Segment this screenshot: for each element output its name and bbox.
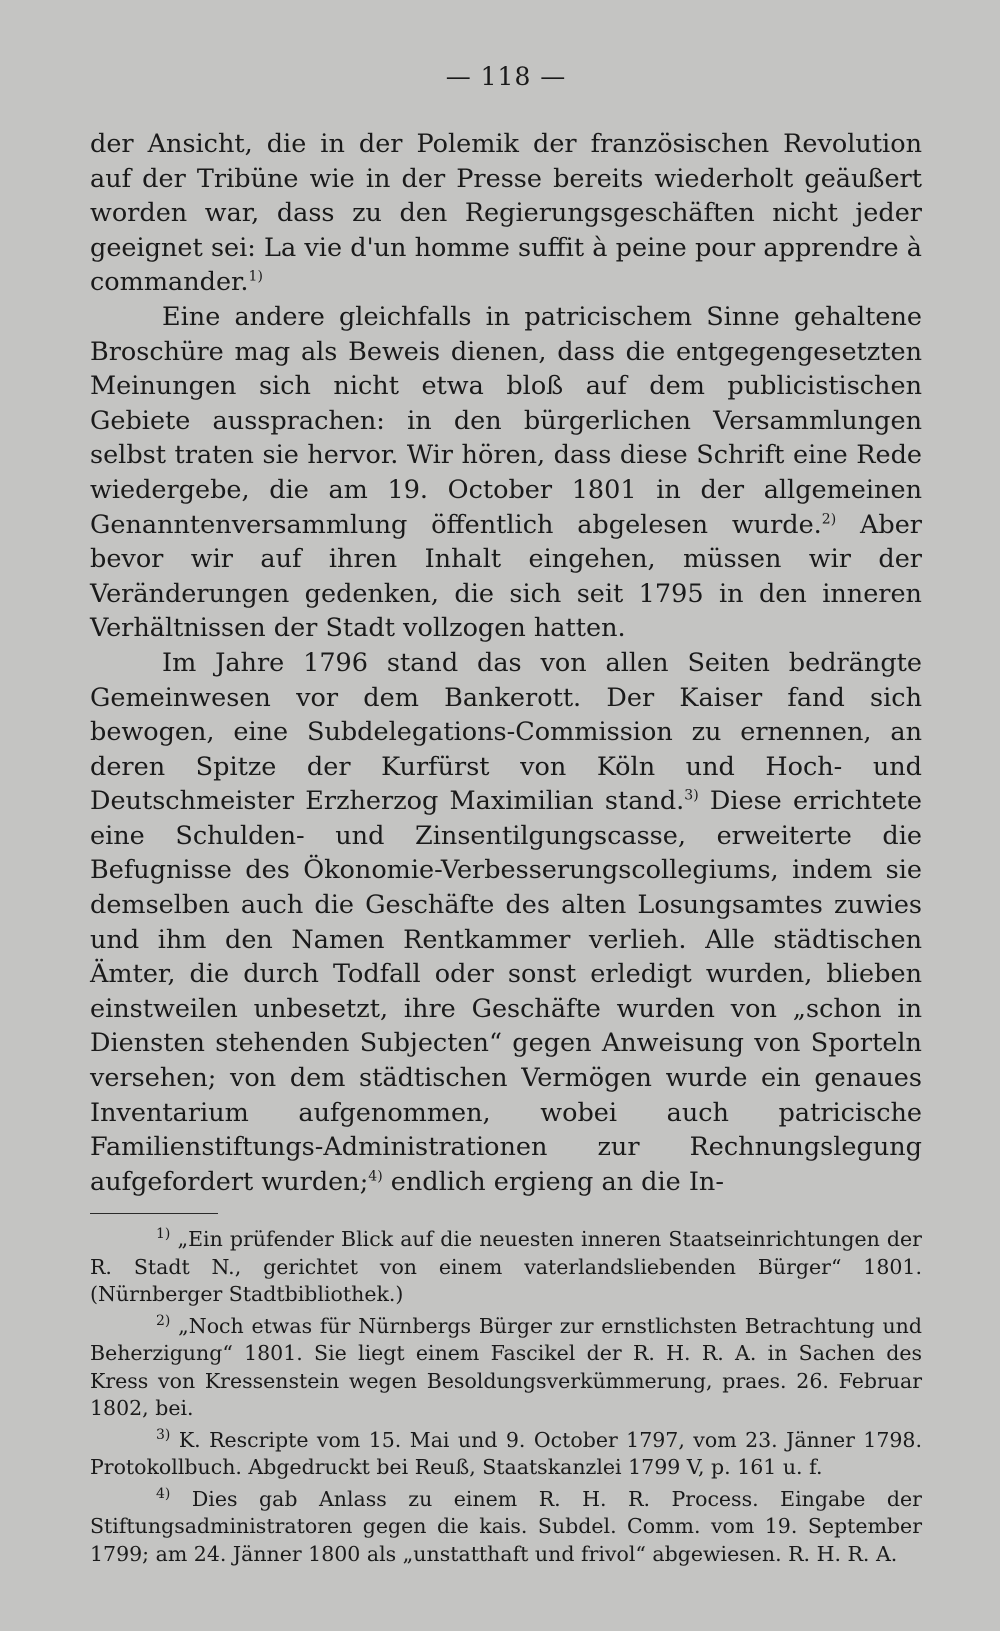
footnote-3 (90, 1427, 922, 1482)
footnote-divider (90, 1213, 218, 1214)
page-number: — 118 — (445, 62, 567, 91)
paragraph-text: Diese errichtete eine Schulden- und Zinsentilgungscasse, erweiterte die Befugnisse des Ökonomie-Verbesserungscollegiums, indem sie demselben auch die Geschäfte des alten Losungsamtes zuwies und ihm den Namen Rentkammer verlieh. Alle städtischen Ämter, die durch Todfall oder sonst erledigt wurden, blieben einstweilen unbesetzt, ihre Geschäfte wurden von „schon in Diensten stehenden Subjecten“ gegen Anweisung von Sporteln versehen; von dem städtischen Vermögen wurde ein genaues Inventarium aufgenommen, wobei auch patricische Familienstiftungs-Administrationen zur Rechnungslegung aufgefordert wurden; (90, 786, 923, 1197)
paragraph-text: Im Jahre 1796 stand das von allen Seiten bedrängte Gemeinwesen vor dem Bankerott. Der Kaiser fand sich bewogen, eine Subdelegations-Commission zu ernennen, an deren Spitze der Kurfürst von Köln und Hoch- und Deutschmeister Erzherzog Maximilian stand. (90, 647, 922, 817)
footnote-text: „Noch etwas für Nürnbergs Bürger zur ernstlichsten Betrachtung und Beherzigung“ 1801. Sie liegt einem Fascikel der R. H. R. A. in Sachen des Kress von Kressenstein wegen Besoldungsverkümmerung, praes. 26. Februar 1802, bei. (90, 1313, 922, 1421)
footnote-2 (90, 1313, 922, 1423)
footnote-mark: 1) (156, 1226, 171, 1243)
footnote-text: Dies gab Anlass zu einem R. H. R. Process. Eingabe der Stiftungsadministratoren gegen die kais. Subdel. Comm. vom 19. September 1799; am 24. Jänner 1800 als „unstatthaft und frivol“ abgewiesen. R. H. R. A. (90, 1486, 922, 1566)
footnote-ref-2: 2) (821, 511, 837, 528)
footnote-ref-4: 4) (368, 1168, 383, 1185)
footnote-mark: 3) (156, 1427, 171, 1444)
body-text (90, 127, 922, 1199)
paragraph-text: endlich ergieng an die In- (390, 1166, 724, 1197)
footnote-1 (90, 1226, 922, 1309)
footnote-mark: 4) (156, 1486, 171, 1503)
footnotes (90, 1226, 922, 1568)
paragraph-1 (90, 127, 922, 300)
footnote-ref-1: 1) (248, 268, 263, 285)
footnote-4 (90, 1486, 922, 1569)
footnote-mark: 2) (156, 1313, 171, 1330)
paragraph-text: Aber bevor wir auf ihren Inhalt eingehen, müssen wir der Veränderungen gedenken, die sich seit 1795 in den inneren Verhältnissen der Stadt vollzogen hatten. (90, 509, 922, 644)
footnote-text: K. Rescripte vom 15. Mai und 9. October 1797, vom 23. Jänner 1798. Protokollbuch. Abgedruckt bei Reuß, Staatskanzlei 1799 V, p. 161 u. f. (90, 1427, 922, 1480)
paragraph-2 (90, 300, 922, 646)
paragraph-text: der Ansicht, die in der Polemik der französischen Revolution auf der Tribüne wie in der Presse bereits wiederholt geäußert worden war, dass zu den Regierungsgeschäften nicht jeder geeignet sei: La vie d'un homme suffit à peine pour apprendre à commander. (90, 129, 922, 298)
paragraph-3 (90, 646, 922, 1200)
footnote-ref-3: 3) (684, 787, 699, 804)
footnote-text: „Ein prüfender Blick auf die neuesten inneren Staatseinrichtungen der R. Stadt N., gerichtet von einem vaterlandsliebenden Bürger“ 1801. (Nürnberger Stadtbibliothek.) (90, 1227, 922, 1307)
paragraph-text: Eine andere gleichfalls in patricischem Sinne gehaltene Broschüre mag als Beweis dienen, dass die entgegengesetzten Meinungen sich nicht etwa bloß auf dem publicistischen Gebiete aussprachen: in den bürgerlichen Versammlungen selbst traten sie hervor. Wir hören, dass diese Schrift eine Rede wiedergebe, die am 19. October 1801 in der allgemeinen Genanntenversammlung öffentlich abgelesen wurde. (90, 301, 922, 540)
